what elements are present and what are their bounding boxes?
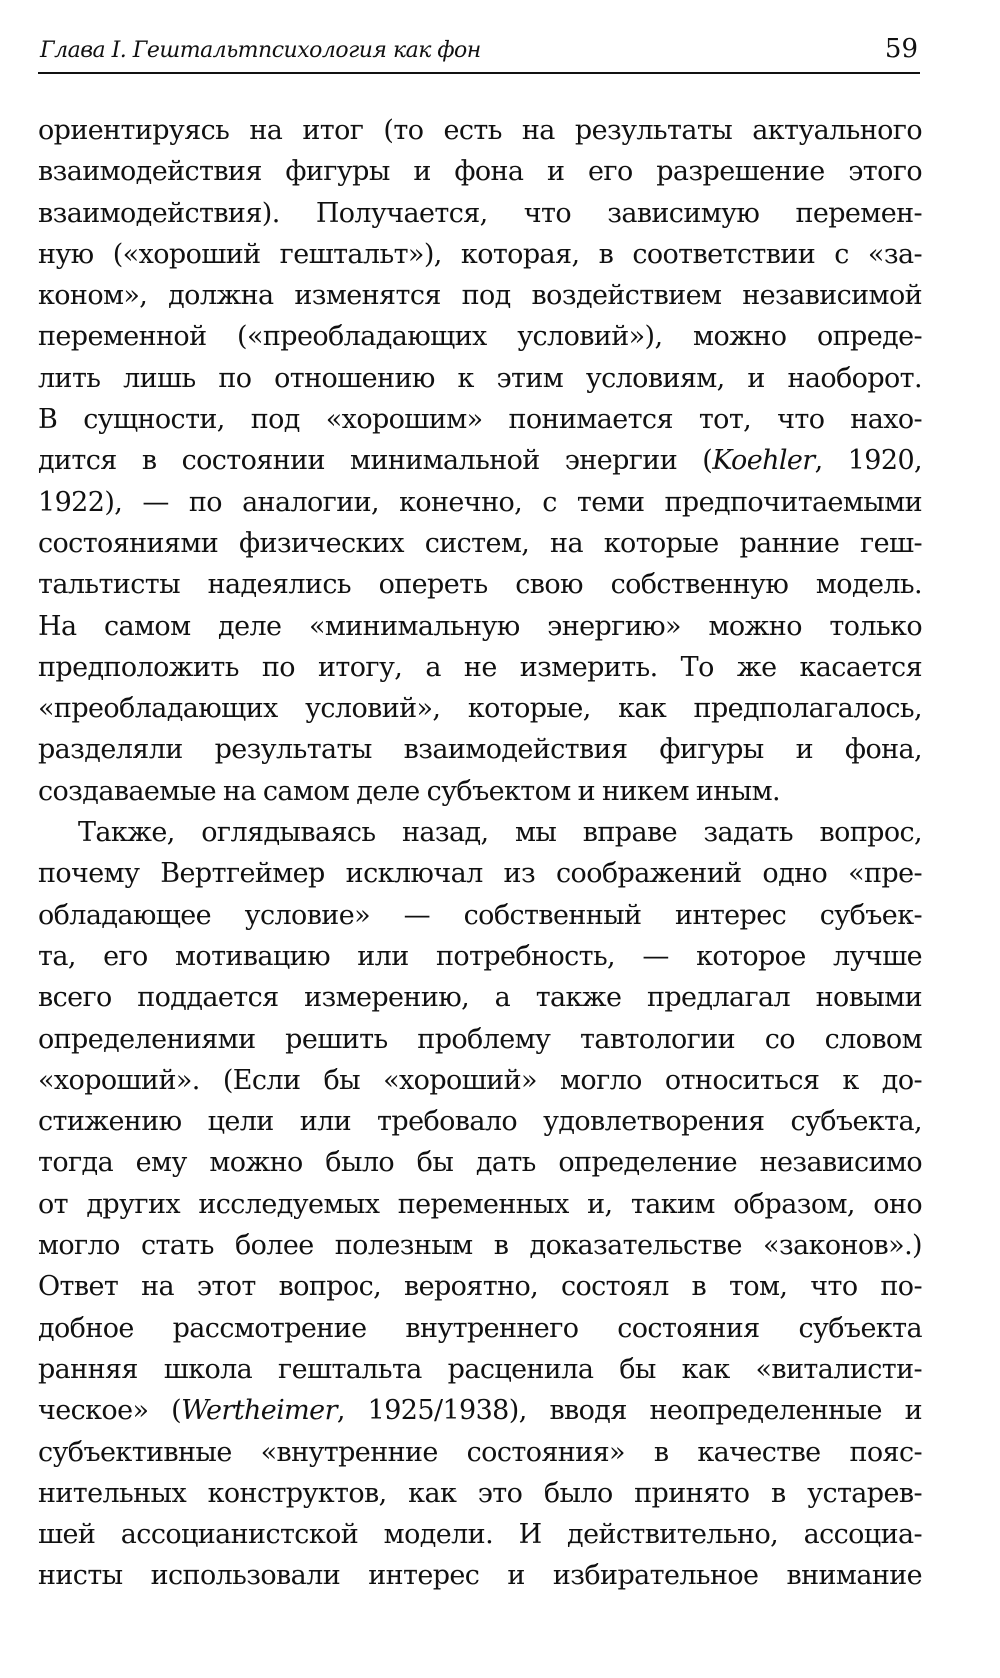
text-line: ранняя школа гештальта расценила бы как «виталисти- [38,1353,922,1385]
text-line: «хороший». (Если бы «хороший» могло относиться к до- [38,1064,922,1096]
text-line: почему Вертгеймер исключал из соображений одно «пре- [38,858,922,890]
text-line: определениями решить проблему тавтологии со словом [38,1023,922,1055]
text-line: стижению цели или требовало удовлетворения субъекта, [38,1106,922,1138]
text-line: всего поддается измерению, а также предлагал новыми [38,982,922,1014]
text-line: В сущности, под «хорошим» понимается тот, что нахо- [38,404,922,436]
text-line: добное рассмотрение внутреннего состояния субъекта [38,1312,922,1344]
text-line: взаимодействия фигуры и фона и его разрешение этого [38,156,922,188]
text-line: нительных конструктов, как это было принято в устарев- [38,1477,922,1509]
text-line: от других исследуемых переменных и, таким образом, оно [38,1188,922,1220]
author-citation: Koehler [712,445,815,477]
text-line: та, его мотивацию или потребность, — которое лучше [38,940,922,972]
text-line: обладающее условие» — собственный интерес субъек- [38,899,922,931]
text-line: взаимодействия). Получается, что зависимую перемен- [38,197,922,229]
author-citation: Wertheimer [181,1395,337,1427]
text-line: нисты использовали интерес и избирательное внимание [38,1560,922,1592]
text-line: переменной («преобладающих условий»), можно опреде- [38,321,922,353]
text-line: коном», должна изменятся под воздействием независимой [38,280,922,312]
text-line: дится в состоянии минимальной энергии (Koehler, 1920, [38,445,922,477]
running-header [38,32,920,74]
body-text [38,110,922,1597]
text-line: ориентируясь на итог (то есть на результаты актуального [38,115,922,146]
running-title: Глава I. Гештальтпсихология как фон [40,38,481,63]
text-line: Также, оглядываясь назад, мы вправе задать вопрос, [78,817,922,849]
text-line: могло стать более полезным в доказательстве «законов».) [38,1230,922,1262]
text-line: ную («хороший гештальт»), которая, в соответствии с «за- [38,238,922,270]
page-number: 59 [884,34,918,64]
text-line: «преобладающих условий», которые, как предполагалось, [38,693,922,725]
text-line: Ответ на этот вопрос, вероятно, состоял в том, что по- [38,1271,922,1303]
text-line: разделяли результаты взаимодействия фигуры и фона, [38,734,922,766]
text-line: ческое» (Wertheimer, 1925/1938), вводя неопределенные и [38,1395,922,1427]
text-line: тогда ему можно было бы дать определение независимо [38,1147,922,1179]
text-line: лить лишь по отношению к этим условиям, и наоборот. [38,362,922,394]
text-line: субъективные «внутренние состояния» в качестве пояс- [38,1436,922,1468]
text-line: состояниями физических систем, на которые ранние геш- [38,527,922,559]
text-line: На самом деле «минимальную энергию» можно только [38,610,922,642]
text-line: тальтисты надеялись опереть свою собственную модель. [38,569,922,601]
text-line: предположить по итогу, а не измерить. То же касается [38,651,922,683]
text-line: 1922), — по аналогии, конечно, с теми предпочитаемыми [38,486,922,518]
text-line: шей ассоцианистской модели. И действительно, ассоциа- [38,1519,922,1551]
text-line: создаваемые на самом деле субъектом и никем иным. [38,775,780,807]
